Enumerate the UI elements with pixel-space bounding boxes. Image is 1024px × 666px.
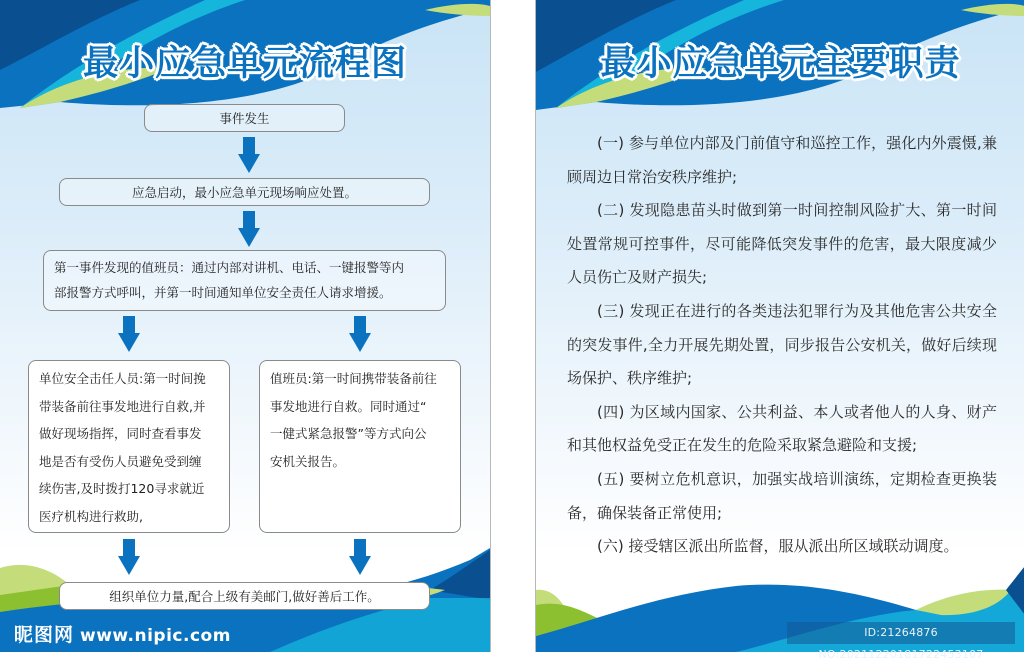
duty-text: 参与单位内部及门前值守和巡控工作，强化内外震慑,兼顾周边日常治安秩序维护;: [567, 134, 997, 186]
header-wave-decoration: [0, 0, 490, 652]
image-id-strip: ID:21264876 NO:20211220181722453107: [787, 622, 1015, 644]
flowchart-panel: [0, 0, 491, 652]
duties-title: 最小应急单元主要职责: [600, 44, 961, 84]
flow-step-line: 续伤害,及时拨打120寻求就近: [39, 481, 205, 496]
flow-step-line: 第一事件发现的值班员：通过内部对讲机、电话、一键报警等内: [54, 260, 405, 275]
duty-text: 为区域内国家、公共利益、本人或者他人的人身、财产和其他权益免受正在发生的危险采取紧急避险和支援;: [567, 402, 997, 455]
nipic-logo: 昵图网: [14, 624, 75, 646]
duty-number: (二): [597, 201, 625, 220]
duties-list: [567, 127, 997, 564]
duty-item-1: [567, 127, 997, 194]
duty-item-4: [567, 396, 997, 463]
flow-step-line: 带装备前往事发地进行自救,并: [39, 398, 206, 414]
duty-item-6: [567, 530, 997, 564]
flow-step-line: 医疗机构进行救助,: [39, 508, 143, 524]
flow-step-line: 事发地进行自救。同时通过“: [270, 398, 427, 414]
nipic-watermark: [14, 620, 231, 647]
duty-text: 接受辖区派出所监督，服从派出所区域联动调度。: [628, 537, 959, 556]
duty-item-2: [567, 194, 997, 295]
down-arrow-icon: [118, 316, 140, 352]
flowchart-title: 最小应急单元流程图: [82, 44, 407, 84]
duty-number: (三): [597, 301, 625, 320]
duty-item-5: [567, 463, 997, 530]
flow-step-line: 部报警方式呼叫，并第一时间通知单位安全责任人请求增援。: [54, 285, 392, 300]
down-arrow-icon: [349, 539, 371, 575]
duty-text: 发现隐患苗头时做到第一时间控制风险扩大、第一时间处置常规可控事件，尽可能降低突发事件的危害，最大限度减少人员伤亡及财产损失;: [567, 201, 997, 287]
down-arrow-icon: [349, 316, 371, 352]
flow-step-line: 做好现场指挥，同时查看事发: [39, 426, 202, 441]
flow-step-duty-officer-call: [43, 250, 446, 311]
nipic-url: www.nipic.com: [80, 626, 231, 646]
flow-step-emergency-start: [59, 178, 430, 206]
flow-step-text: 应急启动，最小应急单元现场响应处置。: [131, 185, 357, 200]
down-arrow-icon: [118, 539, 140, 575]
flow-step-text: 事件发生: [219, 111, 270, 126]
flow-step-line: 值班员:第一时间携带装备前往: [270, 371, 437, 386]
duty-number: (一): [597, 134, 624, 152]
duty-number: (五): [597, 469, 625, 488]
flow-step-text: 组织单位力量,配合上级有美邮门,做好善后工作。: [109, 589, 380, 604]
flow-branch-safety-officer: [28, 360, 230, 533]
flow-step-line: 地是否有受伤人员避免受到缠: [39, 453, 202, 469]
flow-step-line: 单位安全击任人员:第一时间挽: [39, 371, 206, 386]
duty-number: (四): [597, 402, 625, 421]
flow-branch-duty-officer: [259, 360, 461, 533]
duty-number: (六): [597, 537, 624, 556]
flow-step-line: 安机关报告。: [270, 453, 346, 469]
duty-item-3: [567, 295, 997, 396]
down-arrow-icon: [238, 137, 260, 173]
flow-step-event-occurs: [144, 104, 345, 132]
duty-text: 发现正在进行的各类违法犯罪行为及其他危害公共安全的突发事件,全力开展先期处置，同步报告公安机关，做好后续现场保护、秩序维护;: [567, 301, 997, 388]
down-arrow-icon: [238, 211, 260, 247]
flow-step-line: 一健式紧急报警”等方式向公: [270, 426, 427, 441]
flow-step-aftermath: [59, 582, 430, 610]
duty-text: 要树立危机意识，加强实战培训演练，定期检查更换装备，确保装备正常使用;: [567, 469, 997, 522]
duties-panel: [535, 0, 1024, 652]
